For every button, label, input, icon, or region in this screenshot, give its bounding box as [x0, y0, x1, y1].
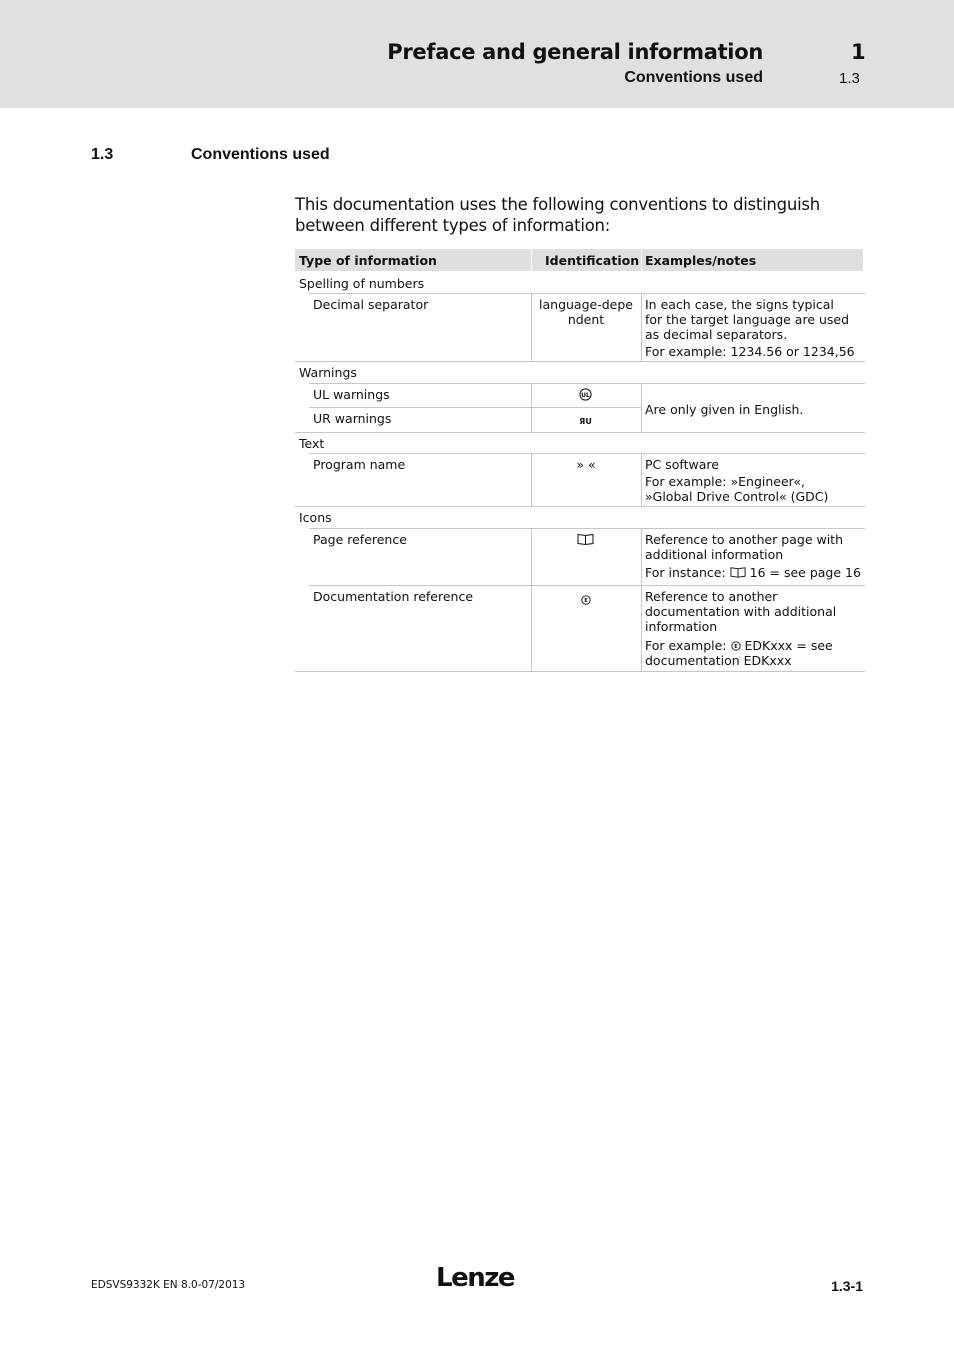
- page-reference-example-post: 16 = see page 16: [749, 565, 861, 580]
- svg-text:E: E: [733, 644, 738, 650]
- documentation-reference-example-post: EDKxxx = see documentation EDKxxx: [645, 638, 833, 668]
- ul-warnings-label: UL warnings: [313, 387, 390, 402]
- ur-warnings-label: UR warnings: [313, 411, 392, 426]
- intro-paragraph: This documentation uses the following conventions to distinguish between different types of information:: [295, 195, 820, 235]
- warnings-note: Are only given in English.: [645, 402, 804, 417]
- header-type: Type of information: [299, 253, 437, 268]
- documentation-reference-example-pre: For example:: [645, 638, 727, 653]
- header-identification: Identification: [545, 253, 640, 268]
- documentation-reference-icon: [581, 595, 591, 605]
- decimal-separator-label: Decimal separator: [313, 297, 429, 312]
- program-name-example: For example: »Engineer«, »Global Drive Control« (GDC): [645, 474, 829, 504]
- page-reference-label: Page reference: [313, 532, 407, 547]
- ul-mark-icon: [579, 388, 592, 401]
- program-name-note: PC software: [645, 457, 719, 472]
- group-text: Text: [299, 436, 325, 451]
- chapter-number: 1: [851, 40, 866, 64]
- section-subtitle: Conventions used: [624, 69, 763, 86]
- ur-mark-icon: [579, 416, 592, 425]
- book-icon: [730, 566, 746, 578]
- chapter-title: Preface and general information: [387, 40, 763, 64]
- lenze-logo: Lenze: [436, 1263, 514, 1293]
- svg-text:ЯU: ЯU: [579, 417, 592, 425]
- section-number: 1.3: [91, 146, 114, 163]
- program-name-identification: » «: [576, 457, 596, 472]
- decimal-separator-example: For example: 1234.56 or 1234,56: [645, 344, 855, 359]
- book-icon: [577, 533, 594, 545]
- documentation-reference-icon: [731, 641, 741, 651]
- section-title: Conventions used: [191, 146, 330, 163]
- group-warnings: Warnings: [299, 365, 357, 380]
- page-number: 1.3-1: [831, 1278, 863, 1294]
- header-examples: Examples/notes: [645, 253, 757, 268]
- documentation-reference-note: Reference to another documentation with additional information: [645, 589, 837, 634]
- page-reference-note: Reference to another page with additional information: [645, 532, 844, 562]
- page-reference-example-pre: For instance:: [645, 565, 726, 580]
- table-header-row: [295, 249, 863, 271]
- group-icons: Icons: [299, 510, 332, 525]
- section-subnumber: 1.3: [839, 70, 860, 87]
- program-name-label: Program name: [313, 457, 406, 472]
- group-spelling: Spelling of numbers: [299, 276, 425, 291]
- document-id: EDSVS9332K EN 8.0-07/2013: [91, 1279, 246, 1291]
- svg-text:E: E: [584, 598, 588, 604]
- decimal-separator-identification: language-dependent: [539, 297, 633, 327]
- documentation-reference-label: Documentation reference: [313, 589, 474, 604]
- svg-text:UL: UL: [581, 392, 590, 399]
- documentation-reference-example: [645, 638, 855, 668]
- decimal-separator-note: In each case, the signs typical for the target language are used as decimal separators.: [645, 297, 850, 342]
- page-reference-example: [645, 565, 861, 580]
- page-header: [0, 0, 954, 108]
